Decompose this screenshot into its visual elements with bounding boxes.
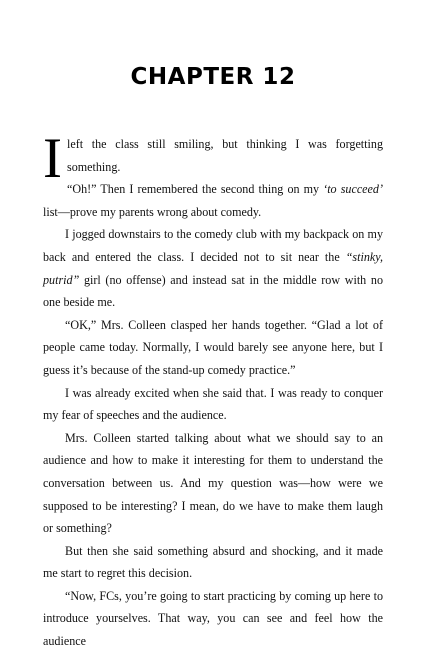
drop-cap: I [43,127,62,190]
paragraph-1-text: left the class still smiling, but thinking I was forgetting something. [66,137,383,174]
chapter-title: CHAPTER 12 [130,64,296,90]
paragraph-3-text-start: I jogged downstairs to the comedy club with my backpack on my back and entered the class. I decided not to sit near the [43,227,383,264]
paragraph-7: But then she said something absurd and shocking, and it made me start to regret this decision. [43,543,383,581]
paragraph-6: Mrs. Colleen started talking about what we should say to an audience and how to make it interesting for them to understand the conversation between us. And my question was—how were we supposed to be interesting? I mean, do we have to make them laugh or something? [43,430,383,536]
paragraph-2-text-end: list—prove my parents wrong about comedy. [43,204,262,219]
paragraph-3 [43,223,383,313]
paragraph-2-text-start: “Oh!” Then I remembered the second thing on my [66,182,324,197]
paragraph-2-emphasis: ‘to succeed’ [323,182,383,197]
paragraph-4: “OK,” Mrs. Colleen clasped her hands together. “Glad a lot of people came today. Normally, I would barely see anyone here, but I guess it’s because of the stand-up comedy practice.” [43,317,383,377]
paragraph-8: “Now, FCs, you’re going to start practicing by coming up here to introduce yourselves. That way, you can see and feel how the audience [43,588,383,649]
paragraph-3-text-end: girl (no offense) and instead sat in the middle row with no one beside me. [43,272,383,310]
paragraph-5: I was already excited when she said that. I was ready to conquer my fear of speeches and the audience. [43,385,383,423]
chapter-body [43,127,383,653]
paragraph-2 [43,178,383,223]
paragraph-3-emphasis: “stinky, putrid” [43,249,383,287]
